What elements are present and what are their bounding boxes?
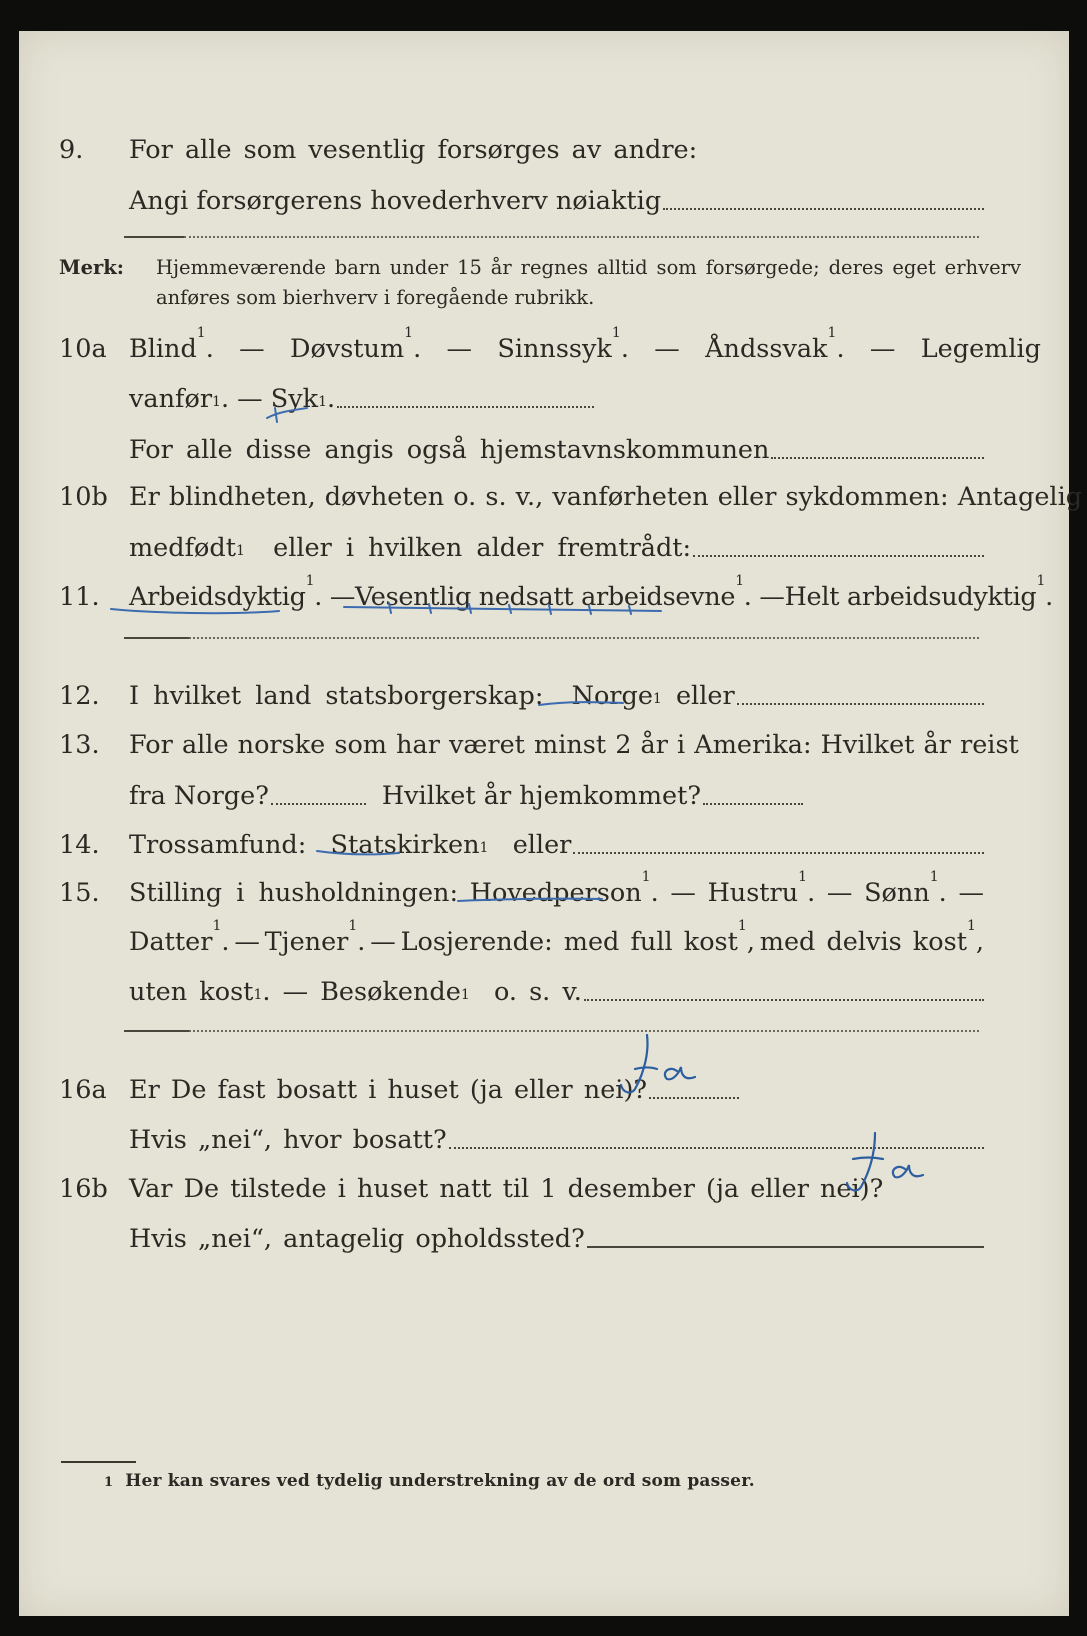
question-number: 11. bbox=[59, 581, 100, 612]
answer-field-hjemkommet[interactable] bbox=[703, 803, 803, 805]
option-eller: eller bbox=[675, 680, 735, 711]
option-medfodt[interactable]: medfødt bbox=[129, 532, 236, 563]
answer-field[interactable] bbox=[771, 457, 984, 459]
question-12-line-1: 12. I hvilket land statsborgerskap: Norge 1 eller bbox=[19, 663, 1069, 709]
question-number: 9. bbox=[59, 134, 84, 165]
divider-solid bbox=[124, 236, 184, 238]
option-hustru[interactable]: Hustru bbox=[707, 877, 799, 908]
answer-field[interactable] bbox=[693, 555, 984, 557]
question-10a-line-1: 10a Blind$^1$. — Døvstum$^1$. — Sinnssyk$^1$. — Åndssvak$^1$. — Legemlig bbox=[59, 325, 1041, 364]
question-number: 16a bbox=[59, 1074, 107, 1105]
option-besokende[interactable]: Besøkende bbox=[320, 976, 461, 1007]
footnote bbox=[104, 1471, 755, 1491]
question-text: I hvilket land statsborgerskap: bbox=[129, 680, 544, 711]
option-norge[interactable]: Norge bbox=[571, 680, 653, 711]
note-text: Hjemmeværende barn under 15 år regnes alltid som forsørgede; deres eget erhverv anføres som bierhverv i foregående rubrikk. bbox=[156, 256, 1021, 309]
option-arbeidsdyktig[interactable]: Arbeidsdyktig bbox=[129, 581, 306, 612]
question-15-line-1: 15. Stilling i husholdningen: Hovedperson$^1$. — Hustru$^1$. — Sønn$^1$. — bbox=[59, 869, 984, 908]
option-vesentlig-nedsatt[interactable]: Vesentlig nedsatt arbeidsevne bbox=[355, 581, 736, 612]
question-10a-line-3 bbox=[19, 417, 1069, 463]
question-text: eller i hvilken alder fremtrådt: bbox=[273, 532, 692, 563]
question-text: Hvis „nei“, antagelig opholdssted? bbox=[129, 1223, 585, 1254]
question-16b-line-2 bbox=[19, 1206, 1069, 1252]
question-9-line-2 bbox=[19, 168, 1069, 214]
option-blind[interactable]: Blind bbox=[129, 333, 197, 364]
question-number: 10b bbox=[59, 481, 108, 512]
question-text: Er blindheten, døvheten o. s. v., vanførheten eller sykdommen: Antagelig bbox=[129, 481, 1083, 512]
question-number: 15. bbox=[59, 877, 100, 908]
answer-line[interactable] bbox=[189, 1030, 979, 1032]
option-eller: eller bbox=[512, 829, 572, 860]
footnote-mark: 1 bbox=[104, 1475, 114, 1490]
question-11-line-1: 11. Arbeidsdyktig$^1$. — Vesentlig nedsatt arbeidsevne$^1$. — Helt arbeidsudyktig$^1$. bbox=[59, 573, 1053, 612]
question-10b-line-2: medfødt 1 eller i hvilken alder fremtrådt: bbox=[19, 515, 1069, 561]
question-10b-line-1 bbox=[19, 464, 1083, 512]
question-9-line-1 bbox=[19, 117, 1069, 163]
option-sonn[interactable]: Sønn bbox=[864, 877, 930, 908]
question-text: For alle disse angis også hjemstavnskommunen bbox=[129, 434, 770, 465]
question-text: Angi forsørgerens hovederhverv nøiaktig bbox=[129, 185, 662, 216]
question-text: Hvis „nei“, hvor bosatt? bbox=[129, 1124, 447, 1155]
divider-solid bbox=[124, 1030, 189, 1032]
option-helt-arbeidsudyktig[interactable]: Helt arbeidsudyktig bbox=[784, 581, 1037, 612]
option-syk[interactable]: Syk bbox=[270, 383, 319, 414]
option-hovedperson[interactable]: Hovedperson bbox=[469, 877, 642, 908]
question-number: 10a bbox=[59, 333, 107, 364]
answer-field[interactable] bbox=[337, 406, 594, 408]
question-10a-line-2: vanfør 1 . — Syk 1 . bbox=[19, 366, 1069, 412]
handwritten-answer-16a bbox=[617, 1031, 727, 1101]
answer-field[interactable] bbox=[663, 208, 984, 210]
footnote-text: Her kan svares ved tydelig understrekning av de ord som passer. bbox=[125, 1471, 755, 1491]
question-text: Hvilket år hjemkommet? bbox=[381, 780, 702, 811]
option-delvis-kost[interactable]: med delvis kost bbox=[759, 926, 967, 957]
question-15-line-2: Datter$^1$. — Tjener$^1$. — Losjerende: med full kost$^1$, med delvis kost$^1$, bbox=[129, 918, 984, 957]
option-dovstum[interactable]: Døvstum bbox=[290, 333, 405, 364]
option-andssvak[interactable]: Åndssvak bbox=[705, 333, 828, 364]
question-number: 14. bbox=[59, 829, 100, 860]
question-text: fra Norge? bbox=[129, 780, 269, 811]
question-number: 16b bbox=[59, 1173, 108, 1204]
question-13-line-2 bbox=[19, 763, 1069, 809]
option-vanfor[interactable]: vanfør bbox=[129, 383, 213, 414]
pen-underline-norge bbox=[537, 699, 627, 709]
pen-underline-q11 bbox=[109, 601, 669, 623]
option-legemlig[interactable]: Legemlig bbox=[920, 333, 1041, 364]
question-16a-line-1 bbox=[19, 1057, 1069, 1103]
question-text: Var De tilstede i huset natt til 1 desember (ja eller nei)? bbox=[129, 1173, 884, 1204]
answer-field[interactable] bbox=[573, 852, 984, 854]
question-15-line-3: uten kost 1 . — Besøkende 1 o. s. v. bbox=[19, 959, 1069, 1005]
answer-field[interactable] bbox=[737, 703, 984, 705]
answer-field[interactable] bbox=[587, 1246, 984, 1248]
footnote-divider bbox=[61, 1461, 136, 1463]
option-sinnssyk[interactable]: Sinnssyk bbox=[497, 333, 612, 364]
pen-underline-statskirken bbox=[315, 848, 405, 858]
question-text: Stilling i husholdningen: bbox=[129, 877, 459, 908]
divider-solid bbox=[124, 637, 189, 639]
answer-line[interactable] bbox=[184, 236, 979, 238]
question-text: For alle som vesentlig forsørges av andre: bbox=[129, 134, 698, 165]
note-label: Merk: bbox=[59, 256, 124, 279]
census-form-page bbox=[19, 31, 1083, 1616]
question-text: For alle norske som har været minst 2 år i Amerika: Hvilket år reist bbox=[129, 729, 1019, 760]
option-tjener[interactable]: Tjener bbox=[264, 926, 349, 957]
question-text: Er De fast bosatt i huset (ja eller nei)? bbox=[129, 1074, 648, 1105]
option-osv[interactable]: o. s. v. bbox=[493, 976, 582, 1007]
question-14-line-1: 14. Trossamfund: Statskirken 1 eller bbox=[19, 812, 1069, 858]
question-number: 12. bbox=[59, 680, 100, 711]
pen-mark-10a bbox=[263, 404, 313, 424]
answer-line[interactable] bbox=[189, 637, 979, 639]
option-statskirken[interactable]: Statskirken bbox=[330, 829, 480, 860]
option-datter[interactable]: Datter bbox=[129, 926, 213, 957]
pen-underline-hovedperson bbox=[456, 895, 606, 905]
question-text: Trossamfund: bbox=[129, 829, 307, 860]
handwritten-answer-16b bbox=[839, 1129, 949, 1199]
answer-field[interactable] bbox=[584, 999, 984, 1001]
option-uten-kost[interactable]: uten kost bbox=[129, 976, 254, 1007]
question-13-line-1 bbox=[19, 712, 1069, 758]
question-number: 13. bbox=[59, 729, 100, 760]
answer-field-reist[interactable] bbox=[271, 803, 366, 805]
option-losjerende-full-kost[interactable]: Losjerende: med full kost bbox=[400, 926, 738, 957]
